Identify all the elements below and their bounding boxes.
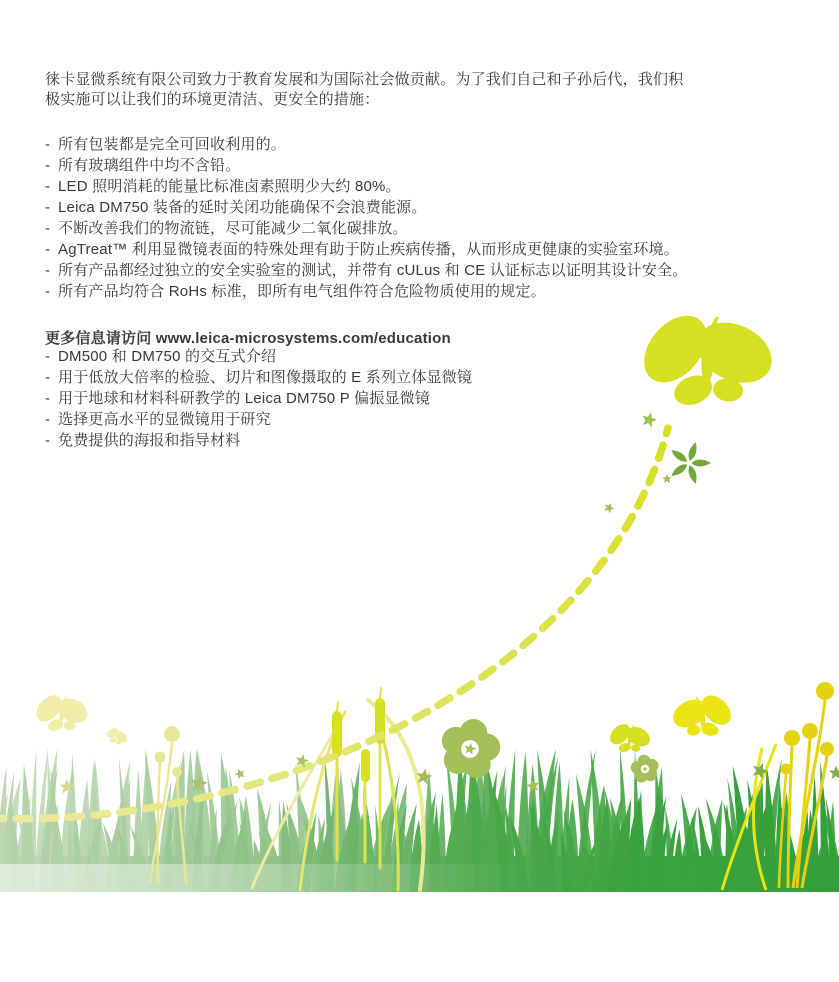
intro-line: 极实施可以让我们的环境更清洁、更安全的措施： <box>45 90 380 108</box>
leaf-flower-icon <box>662 435 716 488</box>
bullet-dash: - <box>45 220 51 237</box>
more-info-text: 选择更高水平的显微镜用于研究 <box>58 411 271 428</box>
eco-measure-text: 不断改善我们的物流链，尽可能减少二氧化碳排放。 <box>58 220 408 237</box>
more-info-heading-text: 更多信息请访问 <box>45 330 156 347</box>
butterfly-tiny-icon <box>103 724 131 747</box>
intro-line: 徕卡显微系统有限公司致力于教育发展和为国际社会做贡献。为了我们自己和子孙后代，我们积 <box>45 71 684 88</box>
bullet-dash: - <box>45 178 51 195</box>
eco-measure-text: 所有产品均符合 RoHs 标准，即所有电气组件符合危险物质使用的规定。 <box>58 283 546 300</box>
bullet-dash: - <box>45 262 51 279</box>
bullet-dash: - <box>45 411 51 428</box>
butterfly-mid-icon <box>605 717 655 756</box>
bullet-dash: - <box>45 283 51 300</box>
more-info-text: DM500 和 DM750 的交互式介绍 <box>58 348 277 365</box>
flower-large-icon <box>435 713 505 782</box>
grass-silhouette <box>0 749 839 892</box>
bullet-dash: - <box>45 390 51 407</box>
bullet-dash: - <box>45 136 51 153</box>
butterfly-bright-icon <box>666 685 739 741</box>
dotted-flight-path <box>0 428 668 819</box>
butterfly-large-icon <box>623 288 790 421</box>
eco-measure-text: 所有玻璃组件中均不含铅。 <box>58 157 241 174</box>
bullet-dash: - <box>45 348 51 365</box>
bullet-dash: - <box>45 369 51 386</box>
eco-measure-text: Leica DM750 装备的延时关闭功能确保不会浪费能源。 <box>58 199 427 216</box>
more-info-text: 用于低放大倍率的检验、切片和图像摄取的 E 系列立体显微镜 <box>58 369 473 386</box>
eco-measure-text: AgTreat™ 利用显微镜表面的特殊处理有助于防止疾病传播，从而形成更健康的实验室环境。 <box>58 241 679 258</box>
more-info-text: 用于地球和材料科研教学的 Leica DM750 P 偏振显微镜 <box>58 390 431 407</box>
eco-measure-text: 所有产品都经过独立的安全实验室的测试，并带有 cULus 和 CE 认证标志以证明其设计安全。 <box>58 262 688 279</box>
bullet-dash: - <box>45 157 51 174</box>
eco-measure-text: 所有包装都是完全可回收利用的。 <box>58 136 287 153</box>
eco-measure-text: LED 照明消耗的能量比标准卤素照明少大约 80%。 <box>58 178 401 195</box>
education-url: www.leica-microsystems.com/education <box>155 330 451 347</box>
bullet-dash: - <box>45 241 51 258</box>
butterfly-pale-icon <box>29 685 95 736</box>
bullet-dash: - <box>45 199 51 216</box>
bullet-dash: - <box>45 432 51 449</box>
more-info-text: 免费提供的海报和指导材料 <box>58 432 241 449</box>
